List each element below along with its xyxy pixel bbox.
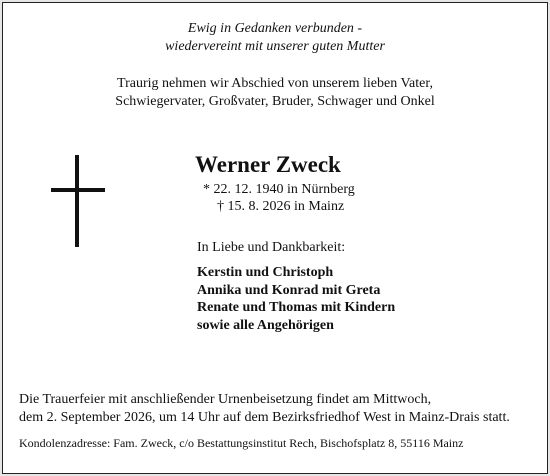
intro-line-2: Schwiegervater, Großvater, Bruder, Schwager und Onkel <box>115 94 435 109</box>
condolence-address: Kondolenzadresse: Fam. Zweck, c/o Bestattungsinstitut Rech, Bischofsplatz 8, 55116 Mainz <box>19 436 464 450</box>
cross-horizontal-bar <box>51 188 105 192</box>
memorial-motto <box>3 20 547 56</box>
motto-line-1: Ewig in Gedanken verbunden - <box>187 21 363 36</box>
life-dates <box>203 181 355 215</box>
funeral-service-info <box>19 391 510 427</box>
mourners-intro: In Liebe und Dankbarkeit: <box>197 240 346 255</box>
birth-date: * 22. 12. 1940 in Nürnberg <box>203 182 355 197</box>
mourners-list <box>197 264 395 334</box>
service-line-1: Die Trauerfeier mit anschließender Urnenbeisetzung findet am Mittwoch, <box>19 392 432 407</box>
mourner-name: sowie alle Angehörigen <box>197 317 334 333</box>
death-date: † 15. 8. 2026 in Mainz <box>217 199 345 214</box>
intro-line-1: Traurig nehmen wir Abschied von unserem lieben Vater, <box>117 76 433 91</box>
farewell-intro <box>3 75 547 111</box>
service-line-2: dem 2. September 2026, um 14 Uhr auf dem Bezirksfriedhof West in Mainz-Drais statt. <box>19 410 510 425</box>
motto-line-2: wiedervereint mit unserer guten Mutter <box>165 39 385 54</box>
cross-icon <box>51 155 105 247</box>
deceased-name: Werner Zweck <box>195 152 341 177</box>
mourner-name: Kerstin und Christoph <box>197 265 334 280</box>
cross-vertical-bar <box>75 155 79 247</box>
obituary-notice <box>2 2 548 474</box>
mourner-name: Renate und Thomas mit Kindern <box>197 300 396 315</box>
mourner-name: Annika und Konrad mit Greta <box>197 282 381 298</box>
